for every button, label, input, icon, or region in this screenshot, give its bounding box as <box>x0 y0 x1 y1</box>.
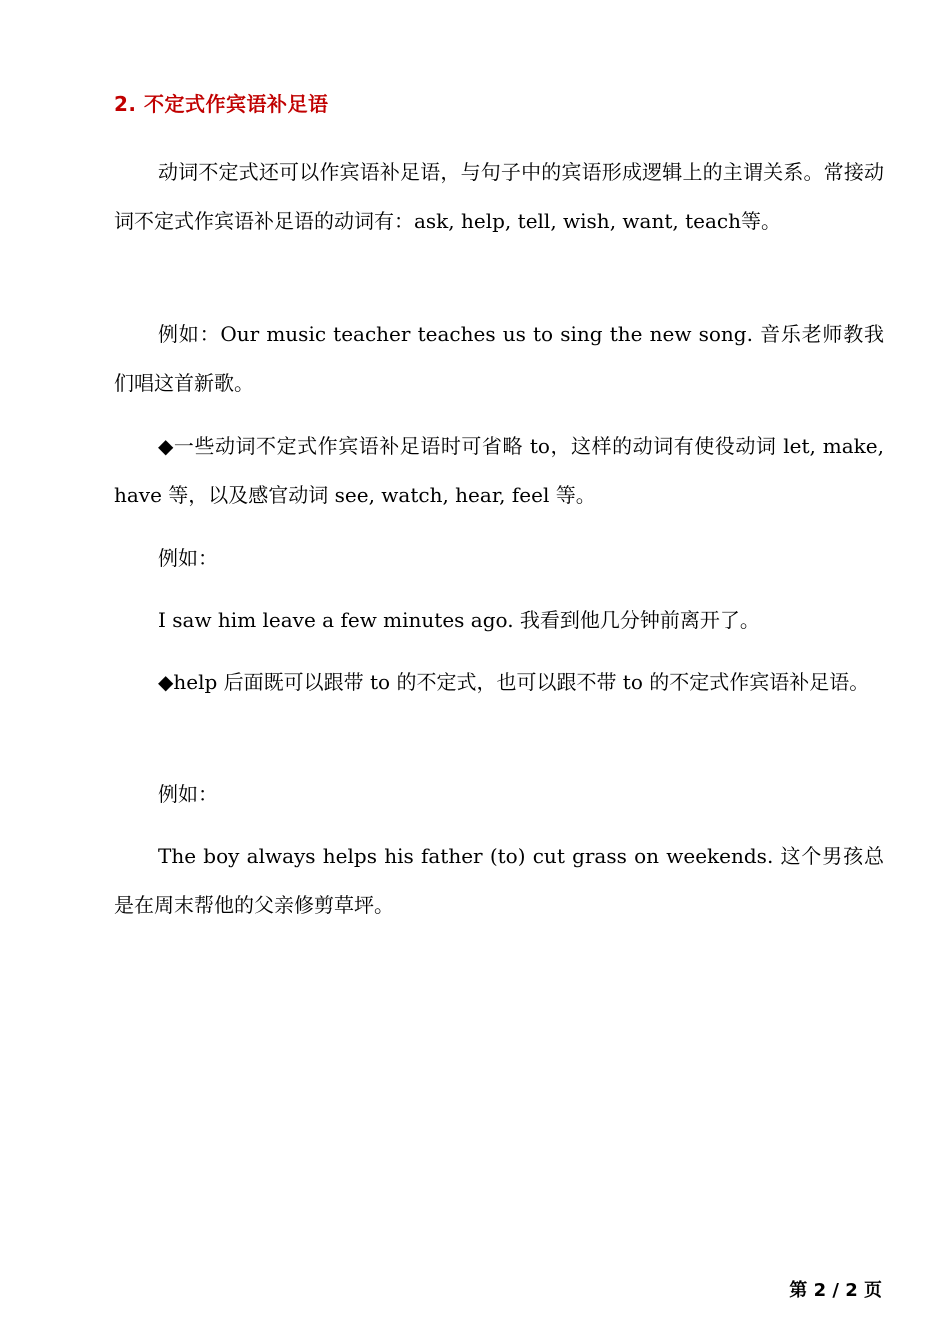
paragraph-omit-to-rule: ◆一些动词不定式作宾语补足语时可省略 to，这样的动词有使役动词 let, make, have 等，以及感官动词 see, watch, hear, feel 等。 <box>114 434 884 507</box>
paragraph-intro: 动词不定式还可以作宾语补足语，与句子中的宾语形成逻辑上的主谓关系。常接动词不定式作宾语补足语的动词有：ask, help, tell, wish, want, teach等。 <box>114 160 884 233</box>
paragraph-example-3: The boy always helps his father (to) cut grass on weekends. 这个男孩总是在周末帮他的父亲修剪草坪。 <box>114 844 884 917</box>
paragraph-example-1: 例如：Our music teacher teaches us to sing the new song. 音乐老师教我们唱这首新歌。 <box>114 322 884 395</box>
section-heading: 2. 不定式作宾语补足语 <box>114 92 329 116</box>
paragraph-example-2: I saw him leave a few minutes ago. 我看到他几分钟前离开了。 <box>158 608 760 632</box>
page-number: 第 2 / 2 页 <box>789 1280 882 1301</box>
paragraph-example-label-2: 例如： <box>158 782 218 806</box>
paragraph-help-rule: ◆help 后面既可以跟带 to 的不定式，也可以跟不带 to 的不定式作宾语补足语。 <box>158 670 870 694</box>
paragraph-example-label-1: 例如： <box>158 546 218 570</box>
